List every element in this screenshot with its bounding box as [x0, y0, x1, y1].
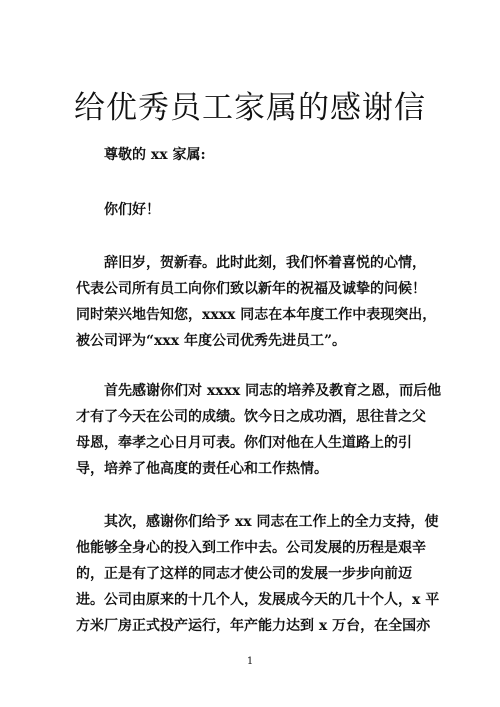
paragraph-line: 进。公司由原来的十几个人，发展成今天的几十个人，x 平: [76, 592, 440, 608]
paragraph-line: 方米厂房正式投产运行，年产能力达到 x 万台，在全国亦: [76, 618, 431, 634]
paragraph-line: 母恩，奉孝之心日月可表。你们对他在人生道路上的引: [76, 435, 412, 451]
greeting: 你们好！: [104, 202, 160, 218]
paragraph-thanks-upbringing: [76, 378, 442, 482]
paragraph-thanks-support: [76, 509, 440, 639]
paragraph-line: 代表公司所有员工向你们致以新年的祝福及诚挚的问候！: [76, 281, 426, 297]
paragraph-new-year-greeting: [76, 250, 437, 354]
paragraph-line: 他能够全身心的投入到工作中去。公司发展的历程是艰辛: [76, 540, 426, 556]
paragraph-line: 的，正是有了这样的同志才使公司的发展一步步向前迈: [76, 566, 412, 582]
paragraph-line: 被公司评为“xxx 年度公司优秀先进员工”。: [76, 333, 347, 349]
paragraph-line: 首先感谢你们对 xxxx 同志的培养及教育之恩，而后他: [104, 383, 442, 399]
salutation: 尊敬的 xx 家属:: [104, 147, 206, 163]
page-number: 1: [246, 656, 254, 667]
paragraph-line: 才有了今天在公司的成绩。饮今日之成功酒，思往昔之父: [76, 409, 426, 425]
paragraph-line: 同时荣兴地告知您，xxxx 同志在本年度工作中表现突出，: [76, 307, 437, 323]
paragraph-line: 导，培养了他高度的责任心和工作热情。: [76, 461, 328, 477]
paragraph-line: 其次，感谢你们给予 xx 同志在工作上的全力支持，使: [104, 514, 439, 530]
letter-title: 给优秀员工家属的感谢信: [74, 90, 426, 126]
paragraph-line: 辞旧岁，贺新春。此时此刻，我们怀着喜悦的心情，: [104, 255, 426, 271]
